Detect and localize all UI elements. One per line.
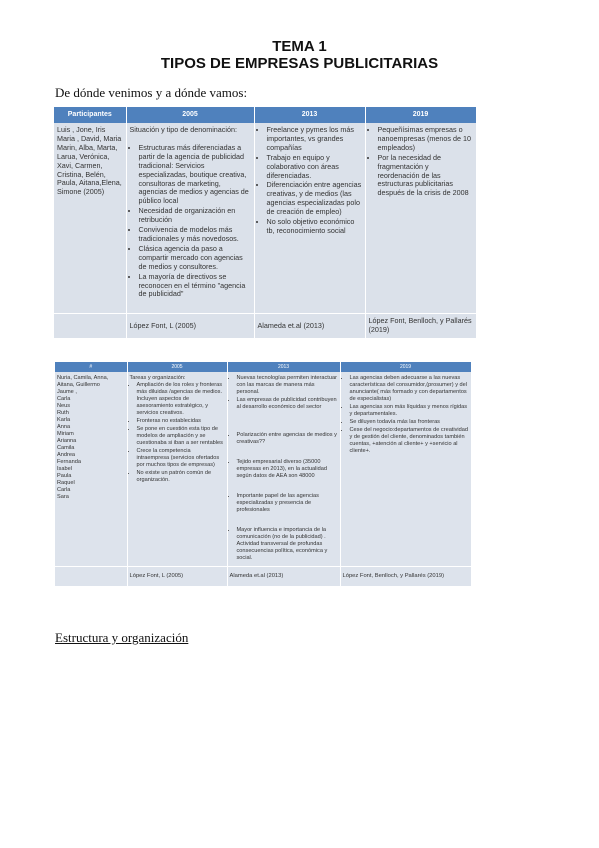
reference-cell: López Font, L (2005) (127, 567, 227, 587)
list-item: • Fronteras no establecidas (137, 418, 225, 425)
participant-name: Paula (57, 473, 72, 479)
participant-name: Raquel (57, 480, 75, 486)
participant-name: Carla (57, 487, 71, 493)
cell-2013 (227, 372, 340, 567)
table-row (54, 123, 476, 314)
participant-name: Fernanda (57, 459, 81, 465)
participant-name: Sara (57, 494, 69, 500)
column-header: 2013 (227, 362, 340, 372)
reference-cell: Alameda et.al (2013) (227, 567, 340, 587)
reference-cell (54, 314, 126, 338)
section-heading-structure: Estructura y organización (55, 630, 189, 645)
list-item: • Cese del negocio:departamentos de creatividad y de gestión del cliente, denominados también cuentas, +atención al cliente+ y +servicio al cliente+. (350, 427, 469, 455)
table-header-row (55, 362, 471, 372)
reference-cell: López Font, Benlloch, y Pallarés (2019) (340, 567, 471, 587)
participant-name: Jaume , (57, 389, 77, 395)
list-item: • Convivencia de modelos más tradicionales y más novedosos. (139, 226, 251, 244)
reference-cell: Alameda et.al (2013) (254, 314, 365, 338)
participant-name: Neus (57, 403, 71, 409)
participant-name: Arianna (57, 438, 77, 444)
organization-table (55, 362, 472, 586)
list-item: • Importante papel de las agencias especializadas y presencia de profesionales (237, 493, 338, 514)
participant-name: Anna (57, 424, 71, 430)
references-row (55, 567, 471, 587)
references-row (54, 314, 476, 338)
bullet-list (230, 375, 338, 562)
list-item: • Crece la competencia intraempresa (servicios ofertados por muchos tipos de empresas) (137, 448, 225, 469)
list-item: • Se diluyen todavía más las fronteras (350, 419, 469, 426)
list-item: • Freelance y pymes los más importantes, vs grandes compañías (267, 126, 362, 153)
list-item: • Por la necesidad de fragmentación y reordenación de las estructuras publicitarias después de la crisis de 2008 (378, 154, 473, 199)
list-item: • Pequeñísimas empresas o nanoempresas (menos de 10 empleados) (378, 126, 473, 153)
cell-2013 (254, 123, 365, 314)
reference-cell: López Font, Benlloch, y Pallarés (2019) (365, 314, 476, 338)
list-item: • No existe un patrón común de organización. (137, 470, 225, 484)
cell-2019 (340, 372, 471, 567)
list-item: • Necesidad de organización en retribución (139, 207, 251, 225)
list-item: • Las agencias son más líquidas y menos rígidas y departamentales. (350, 404, 469, 418)
list-item: • Tejido empresarial diverso (35000 empresas en 2013), en la actualidad según datos de AEA son 48000 (237, 459, 338, 480)
reference-cell: López Font, L (2005) (126, 314, 254, 338)
cell-intro: Tareas y organización: (129, 375, 186, 381)
participants-cell (55, 372, 127, 567)
table-header-row (54, 107, 476, 123)
bullet-list (130, 144, 251, 299)
column-header: 2019 (340, 362, 471, 372)
list-item: • Se pone en cuestión esta tipo de modelos de ampliación y se cuestionaba si iban a ser rentables (137, 426, 225, 447)
cell-2005 (126, 123, 254, 314)
list-item: • Las empresas de publicidad contribuyen al desarrollo económico del sector (237, 397, 338, 411)
cell-2005 (127, 372, 227, 567)
section-heading-origins: De dónde venimos y a dónde vamos: (55, 85, 248, 100)
column-header: # (55, 362, 127, 372)
bullet-list (343, 375, 469, 455)
cell-intro: Situación y tipo de denominación: (129, 125, 237, 134)
participant-name: Isabel (57, 466, 72, 472)
column-header: 2005 (126, 107, 254, 123)
table-row (55, 372, 471, 567)
participant-name: Karla (57, 417, 71, 423)
bullet-list (130, 382, 225, 484)
list-item: • La mayoría de directivos se reconocen en el término "agencia de publicidad" (139, 273, 251, 300)
participant-name: Miriam (57, 431, 74, 437)
list-item: • Ampliación de los roles y fronteras más diluidas /agencias de medios. Incluyen aspectos de asesoramiento estratégico, y servicios creativos. (137, 382, 225, 417)
cell-2019 (365, 123, 476, 314)
list-item: • Diferenciación entre agencias creativas, y de medios (las agencias especializadas polo de creación de empleo) (267, 181, 362, 217)
bullet-list (369, 126, 473, 198)
participant-name: Andrea (57, 452, 76, 458)
column-header: 2005 (127, 362, 227, 372)
list-item: • Nuevas tecnologías permiten interactuar con las marcas de manera más personal. (237, 375, 338, 396)
bullet-list (258, 126, 362, 236)
list-item: • No solo objetivo económico tb, reconocimiento social (267, 218, 362, 236)
column-header: Participantes (54, 107, 126, 123)
participant-name: Nuria, Camila, Anna, Aitana, Guillermo (57, 375, 109, 388)
reference-cell (55, 567, 127, 587)
evolution-table (54, 107, 477, 338)
list-item: • Mayor influencia e importancia de la comunicación (no de la publicidad) . Actividad transversal de profundas consecuencias política, económica y social. (237, 527, 338, 562)
list-item: • Clásica agencia da paso a compartir mercado con agencias de medios y consultores. (139, 245, 251, 272)
participant-name: Ruth (57, 410, 69, 416)
list-item: • Estructuras más diferenciadas a partir de la agencia de publicidad tradicional: Servicios especializadas, boutique creativa, consultoras de marketing, agencias de medios y agencias de público local (139, 144, 251, 206)
list-item: • Trabajo en equipo y colaborativo con áreas diferenciadas. (267, 154, 362, 181)
participant-name: Carla (57, 396, 71, 402)
list-item: • Polarización entre agencias de medios y creativas?? (237, 432, 338, 446)
document-subtitle: TIPOS DE EMPRESAS PUBLICITARIAS (160, 55, 439, 72)
column-header: 2013 (254, 107, 365, 123)
column-header: 2019 (365, 107, 476, 123)
participants-cell: Luis , Jone, Iris Maria , David, Maria Marin, Alba, Marta, Larua, Verónica, Xavi, Carmen, Cristina, Belén, Paula, Aitana,Elena, Simone (2005) (54, 123, 126, 314)
document-title: TEMA 1 (272, 38, 327, 55)
list-item: • Las agencias deben adecuarse a las nuevas características del consumidor,(prosumer) y del anunciante( más formado y con departamentos de especialistas) (350, 375, 469, 403)
participant-name: Camila (57, 445, 75, 451)
